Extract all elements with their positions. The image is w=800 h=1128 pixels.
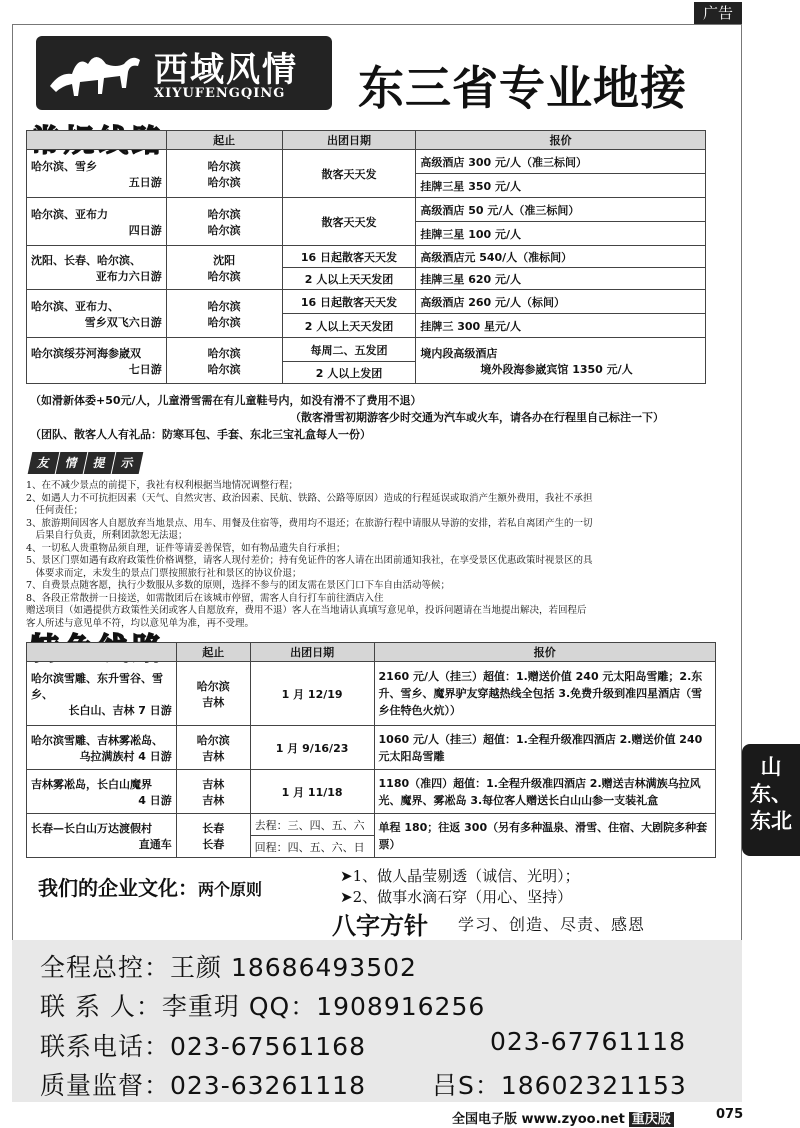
footer-site: 全国电子版 www.zyoo.net 重庆版 bbox=[452, 1108, 674, 1127]
side-tab-line1: 山东、 bbox=[750, 755, 792, 806]
culture-principles: ➤1、做人晶莹剔透（诚信、光明）； ➤2、做事水滴石穿（用心、坚持） bbox=[340, 867, 580, 906]
contact-manager: 全程总控：王颜 18686493502 bbox=[40, 953, 417, 982]
header-blank bbox=[27, 131, 167, 150]
contact-quality: 质量监督：023-63261118 bbox=[40, 1071, 366, 1100]
table-row: 长春—长白山万达渡假村 直通车 bbox=[27, 814, 177, 858]
table-row: 哈尔滨、亚布力 四日游 bbox=[27, 198, 167, 246]
company-logo bbox=[36, 36, 332, 110]
motto-label: 八字方针 bbox=[332, 911, 428, 940]
table-row: 吉林雾凇岛，长白山魔界 4 日游 bbox=[27, 770, 177, 814]
contact-phone: 联系电话：023-67561168 bbox=[40, 1032, 366, 1061]
table-row: 哈尔滨、雪乡 五日游 bbox=[27, 150, 167, 198]
headline: 东三省专业地接 bbox=[358, 61, 687, 115]
table-row: 哈尔滨雪雕、吉林雾凇岛、 乌拉满族村 4 日游 bbox=[27, 726, 177, 770]
logo-name-pinyin: XIYUFENGQING bbox=[154, 86, 286, 101]
header-price: 报价 bbox=[416, 131, 706, 150]
table-row: 哈尔滨雪雕、东升雪谷、雪乡、 长白山、吉林 7 日游 bbox=[27, 662, 177, 726]
featured-routes-table: 起止 出团日期 报价 哈尔滨雪雕、东升雪谷、雪乡、 长白山、吉林 7 日游 哈尔滨 吉林 1 月 12/19 2160 元/人（挂三）超值：1.赠送价值 240 元太阳岛雪雕；2.东升、雪乡、魔界驴友穿越热线全包括 3.免费升级到准四星酒店（雪乡住特色火炕）） 哈尔滨雪雕、吉林雾凇岛、 乌拉满族村 4 日游 哈尔滨 吉林 1 月 9/16/23 1060 元/人（挂三）超值：1.全程升级准四酒店 2.赠送价值 240 元太阳岛雪雕 吉林雾凇岛，长白山魔界 4 日游 吉林 吉林 1 月 11/18 1180（准四）超值：1.全程升级准四酒店 2.赠送吉林满族乌拉风光、魔界、雾凇岛 3.每位客人赠送长白山山参一支装礼盒 长春—长白山万达渡假村 直通车 长春 长春 去程：三、四、五、六 单程 180；往返 300（另有多种温泉、滑雪、住宿、大剧院多种套票） 回程：四、五、六、日 bbox=[26, 642, 716, 858]
route-notes: （如滑新体委+50元/人，儿童滑雪需在有儿童鞋号内，如没有滑不了费用不退） （散客滑雪初期游客少时交通为汽车或火车，请各办在行程里自己标注一下） （团队、散客人人有礼品：防寒耳包、手套、东北三宝礼盒每人一份） bbox=[30, 394, 664, 441]
arrow-icon: ➤ bbox=[340, 888, 353, 906]
regular-routes-table: 起止 出团日期 报价 哈尔滨、雪乡 五日游 哈尔滨 哈尔滨 散客天天发 高级酒店 300 元/人（准三标间） 挂牌三星 350 元/人 哈尔滨、亚布力 四日游 哈尔滨 哈尔滨 散客天天发 高级酒店 50 元/人（准三标间） 挂牌三星 100 元/人 沈阳、长春、哈尔滨、 亚布力六日游 沈阳 哈尔滨 16 日起散客天天发 高级酒店元 540/人（准标间） 2 人以上天天发团 挂牌三星 620 元/人 哈尔滨、亚布力、 雪乡双飞六日游 哈尔滨 哈尔滨 16 日起散客天天发 高级酒店 260 元/人（标间） 2 人以上天天发团 挂牌三 300 星元/人 哈尔滨绥芬河海参崴双 七日游 哈尔滨 哈尔滨 每周二、五发团 境内段高级酒店 境外段海参崴宾馆 1350 元/人 2 人以上发团 bbox=[26, 130, 706, 384]
table-row: 哈尔滨绥芬河海参崴双 七日游 bbox=[27, 338, 167, 384]
header-dates: 出团日期 bbox=[282, 131, 416, 150]
culture-title: 我们的企业文化：两个原则 bbox=[38, 876, 263, 900]
ad-tag: 广告 bbox=[694, 2, 742, 24]
contact-block bbox=[12, 940, 742, 1102]
header-endpoints: 起止 bbox=[166, 131, 282, 150]
arrow-icon: ➤ bbox=[340, 867, 353, 885]
region-side-tab[interactable] bbox=[742, 744, 800, 856]
contact-person: 联 系 人：李重玥 QQ：1908916256 bbox=[40, 992, 486, 1021]
table-row: 哈尔滨、亚布力、 雪乡双飞六日游 bbox=[27, 290, 167, 338]
table-row: 沈阳、长春、哈尔滨、 亚布力六日游 bbox=[27, 246, 167, 290]
contact-lv: 吕S：18602321153 bbox=[432, 1071, 687, 1100]
tips-list: 1、在不减少景点的前提下，我社有权利根据当地情况调整行程； 2、如遇人力不可抗拒因素（天气、自然灾害、政治因素、民航、铁路、公路等原因）造成的行程延误或取消产生额外费用，我社不承担 任何责任； 3、旅游期间因客人自愿放弃当地景点、用车、用餐及住宿等，费用均不退还；在旅游行程中请服从导游的安排，若私自离团产生的一切 后果自行负责，所剩团款恕无法退； 4、一切私人贵重物品须自理，证件等请妥善保管，如有物品遗失自行承担； 5、景区门票如遇有政府政策性价格调整，请客人现付差价；持有免证件的客人请在出团前通知我社，在享受景区优惠政策时视景区的具 体要求而定，未发生的景点门票按照旅行社和景区的协议价退； 7、自费景点随客愿，执行少数服从多数的原则，选择不参与的团友需在景区门口下车自由活动等候； 8、各段正常散拼一日接送，如需散团后在该城市停留，需客人自行打车前往酒店入住 赠送项目（如遇提供方政策性关闭或客人自愿放弃，费用不退）客人在当地请认真填写意见单，投诉问题请在当地提出解决，若回程后 客人所述与意见单不符，均以意见单为准，再不受理。 bbox=[26, 480, 593, 629]
camel-icon bbox=[46, 42, 146, 104]
side-tab-line2: 东北 bbox=[750, 809, 792, 833]
logo-name-cn: 西域风情 bbox=[154, 50, 298, 90]
page-number: 075 bbox=[716, 1107, 744, 1122]
motto-words: 学习、创造、尽责、感恩 bbox=[458, 915, 646, 934]
tips-badge: 友 情 提 示 bbox=[30, 452, 142, 474]
contact-phone2: 023-67761118 bbox=[490, 1027, 686, 1056]
